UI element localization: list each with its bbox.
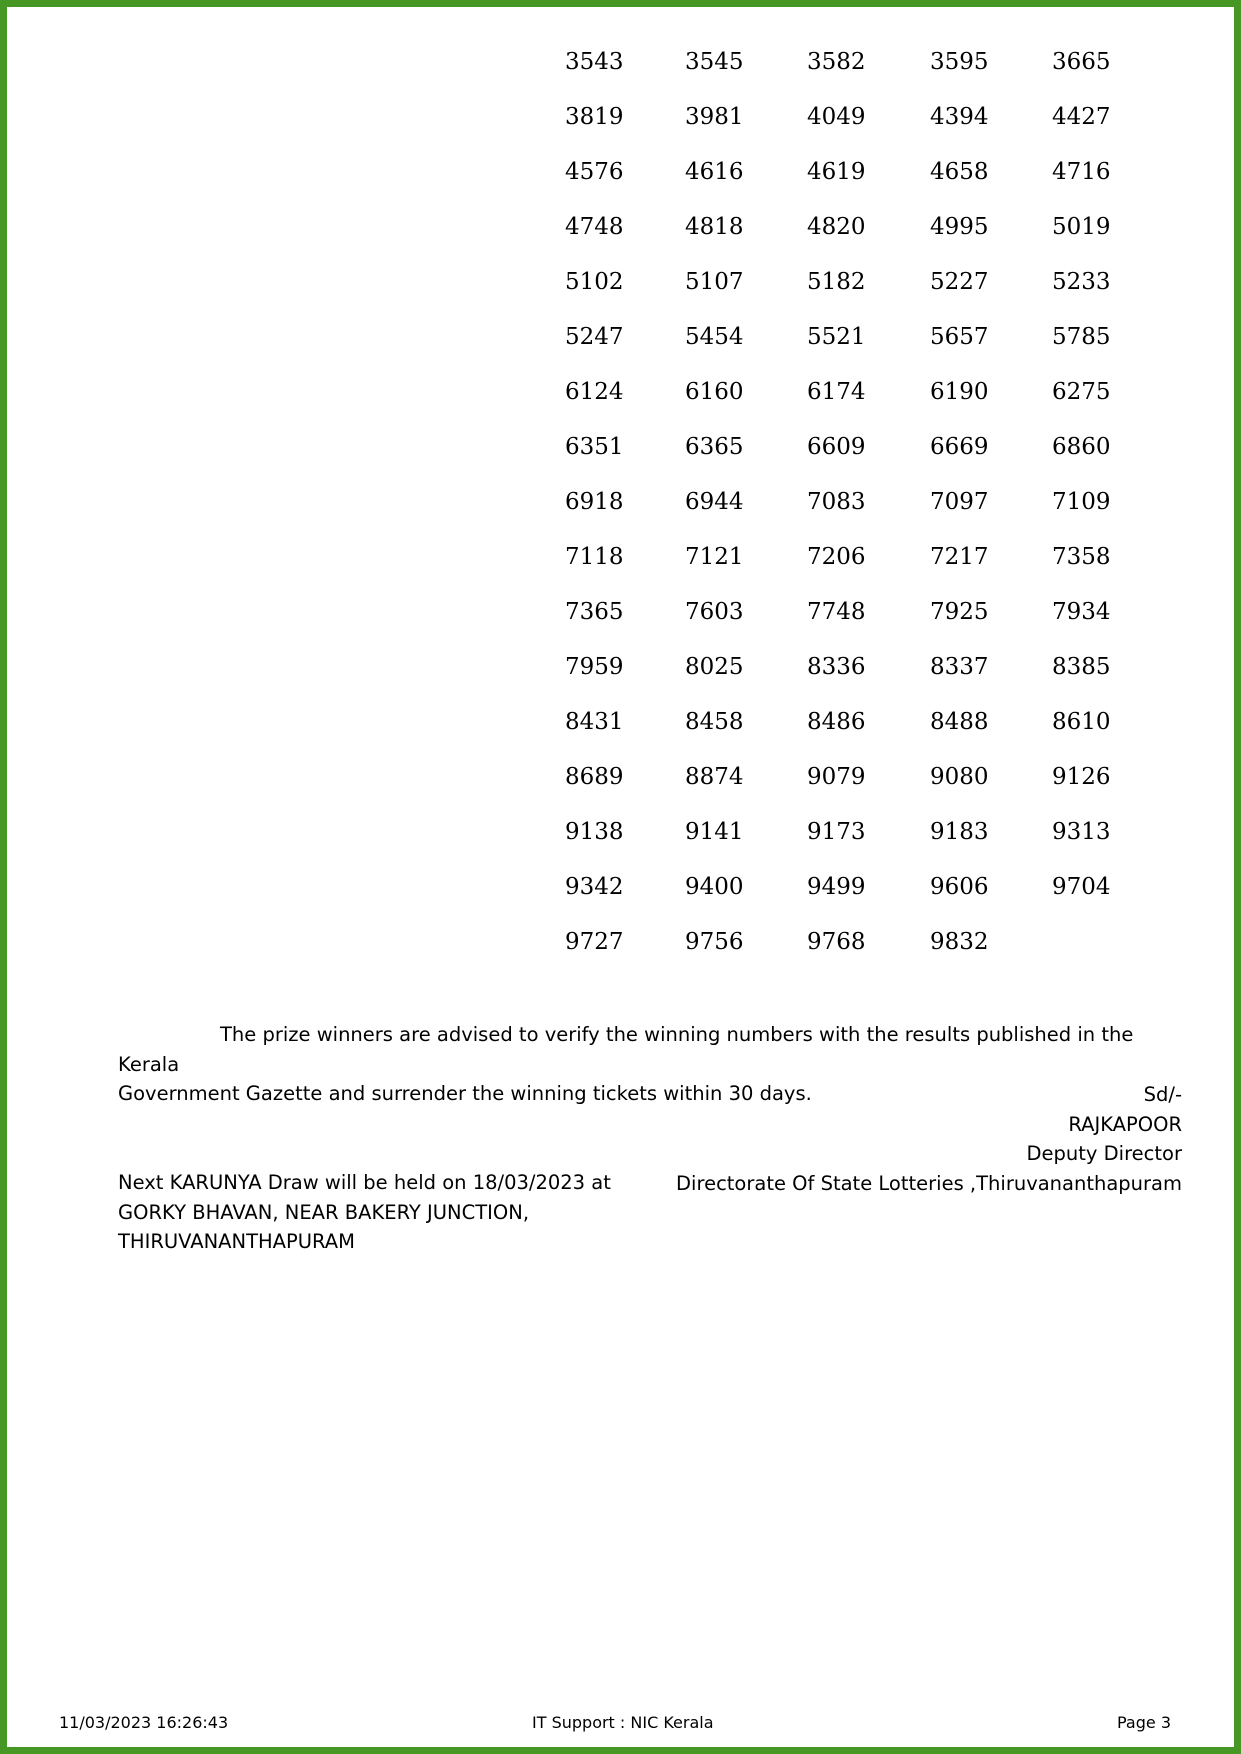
next-draw-line-3: THIRUVANANTHAPURAM: [118, 1230, 355, 1253]
winning-number: 6860: [1052, 434, 1111, 460]
winning-number: 5019: [1052, 214, 1111, 240]
winning-number: 9832: [930, 929, 989, 955]
winning-number: 8336: [807, 654, 866, 680]
winning-number: 6160: [685, 379, 744, 405]
winning-number: 9313: [1052, 819, 1111, 845]
winning-number: 6124: [565, 379, 624, 405]
next-draw-line-2: GORKY BHAVAN, NEAR BAKERY JUNCTION,: [118, 1200, 530, 1224]
winning-number: 9080: [930, 764, 989, 790]
notice-line-1: [118, 1020, 1180, 1079]
winning-number: 9704: [1052, 874, 1111, 900]
winning-number: 5454: [685, 324, 744, 350]
winning-number: 5227: [930, 269, 989, 295]
winning-number: 9079: [807, 764, 866, 790]
winning-number: 5182: [807, 269, 866, 295]
next-draw-info: [118, 1168, 638, 1257]
winning-number: 7083: [807, 489, 866, 515]
winning-number: 3595: [930, 49, 989, 75]
winning-number: 3981: [685, 104, 744, 130]
winning-number: 5107: [685, 269, 744, 295]
winning-number: 7358: [1052, 544, 1111, 570]
winning-number: 4716: [1052, 159, 1111, 185]
winning-number: 3582: [807, 49, 866, 75]
next-draw-line-1: Next KARUNYA Draw will be held on 18/03/2023 at: [118, 1171, 611, 1194]
winning-number: 4995: [930, 214, 989, 240]
winning-number: 7603: [685, 599, 744, 625]
winning-number: 6174: [807, 379, 866, 405]
winning-number: 9499: [807, 874, 866, 900]
winning-number: 9727: [565, 929, 624, 955]
winning-number: 7934: [1052, 599, 1111, 625]
winning-number: 7118: [565, 544, 624, 570]
winning-number: 4619: [807, 159, 866, 185]
winning-number: 9141: [685, 819, 744, 845]
winning-number: 5521: [807, 324, 866, 350]
winning-number: 4576: [565, 159, 624, 185]
winning-number: 3665: [1052, 49, 1111, 75]
notice-text-1: The prize winners are advised to verify the winning numbers with the results published in the Kerala: [118, 1023, 1134, 1076]
winning-numbers-grid: [565, 45, 1132, 980]
signatory-office: Directorate Of State Lotteries ,Thiruvananthapuram: [676, 1171, 1182, 1195]
winning-number: 8337: [930, 654, 989, 680]
winning-number: 7206: [807, 544, 866, 570]
winning-number: 9606: [930, 874, 989, 900]
winning-number: 5102: [565, 269, 624, 295]
winning-number: 6669: [930, 434, 989, 460]
winning-number: 6351: [565, 434, 624, 460]
winning-number: 4049: [807, 104, 866, 130]
winning-number: 7748: [807, 599, 866, 625]
winning-number: 7925: [930, 599, 989, 625]
winning-number: 3543: [565, 49, 624, 75]
winning-number: 6609: [807, 434, 866, 460]
winning-number: 7097: [930, 489, 989, 515]
winning-number: 9342: [565, 874, 624, 900]
winning-number: 5233: [1052, 269, 1111, 295]
winning-number: 4820: [807, 214, 866, 240]
winning-number: 6918: [565, 489, 624, 515]
winning-number: 9173: [807, 819, 866, 845]
signatory-name: RAJKAPOOR: [1068, 1112, 1182, 1136]
footer-page-number: Page 3: [1117, 1713, 1171, 1732]
winning-number: 7365: [565, 599, 624, 625]
winning-number: 9183: [930, 819, 989, 845]
winning-number: 5657: [930, 324, 989, 350]
winning-number: 9756: [685, 929, 744, 955]
winning-number: 7121: [685, 544, 744, 570]
winning-number: 4616: [685, 159, 744, 185]
notice-line-2: Government Gazette and surrender the winning tickets within 30 days.: [118, 1082, 812, 1105]
winning-number: 4658: [930, 159, 989, 185]
winning-number: 3545: [685, 49, 744, 75]
winning-number: 9126: [1052, 764, 1111, 790]
winning-number: 7959: [565, 654, 624, 680]
winning-number: 6190: [930, 379, 989, 405]
winning-number: 8689: [565, 764, 624, 790]
winning-number: 8874: [685, 764, 744, 790]
signature-block: [676, 1080, 1182, 1198]
winning-number: 9400: [685, 874, 744, 900]
winning-number: 8610: [1052, 709, 1111, 735]
winning-number: 6944: [685, 489, 744, 515]
winning-number: 7217: [930, 544, 989, 570]
winning-number: 8458: [685, 709, 744, 735]
winning-number: 8025: [685, 654, 744, 680]
winning-number: 8486: [807, 709, 866, 735]
winning-number: 6365: [685, 434, 744, 460]
winning-number: 5785: [1052, 324, 1111, 350]
winning-number: 5247: [565, 324, 624, 350]
winning-number: 3819: [565, 104, 624, 130]
footer-timestamp: 11/03/2023 16:26:43: [59, 1713, 229, 1732]
signatory-designation: Deputy Director: [1026, 1142, 1182, 1165]
footer-support: IT Support : NIC Kerala: [532, 1713, 714, 1732]
signature-sd: Sd/-: [1143, 1083, 1182, 1106]
winning-number: 4394: [930, 104, 989, 130]
winning-number: 8431: [565, 709, 624, 735]
winning-number: 8385: [1052, 654, 1111, 680]
winning-number: 4818: [685, 214, 744, 240]
winning-number: 9138: [565, 819, 624, 845]
winning-number: 4748: [565, 214, 624, 240]
winning-number: 7109: [1052, 489, 1111, 515]
winning-number: 6275: [1052, 379, 1111, 405]
winning-number: 4427: [1052, 104, 1111, 130]
winning-number: 8488: [930, 709, 989, 735]
winning-number: 9768: [807, 929, 866, 955]
